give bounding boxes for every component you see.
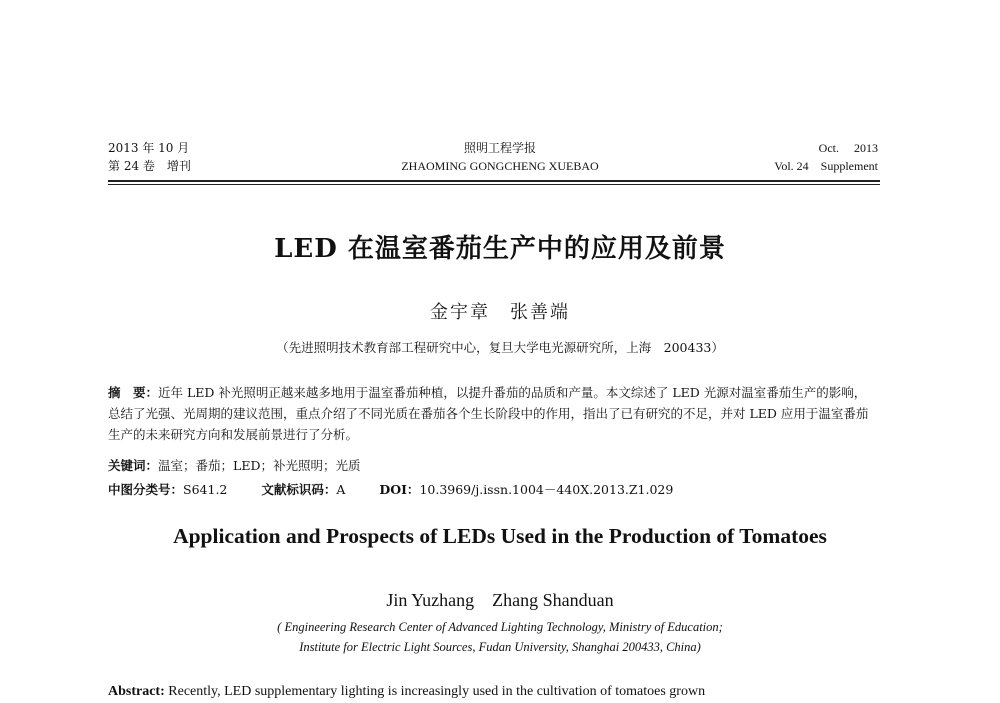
- doi-label: DOI：: [379, 482, 420, 497]
- classification-line: [108, 480, 673, 498]
- header-rule-thick: [108, 180, 880, 182]
- header-volume-en: Vol. 24 Supplement: [774, 159, 878, 173]
- header-volume-cn: 第 24 卷 增刊: [108, 159, 191, 173]
- affiliation-en-line1: ( Engineering Research Center of Advanced Lighting Technology, Ministry of Education;: [277, 620, 723, 634]
- abstract-en: [108, 684, 705, 700]
- abstract-cn-label: 摘 要：: [108, 385, 159, 400]
- authors-cn: 金宇章 张善端: [430, 302, 570, 323]
- header-date-en: Oct. 2013: [818, 141, 878, 155]
- doc-code-value: A: [336, 482, 346, 497]
- abstract-en-text: Recently, LED supplementary lighting is increasingly used in the cultivation of tomatoes grown: [168, 684, 706, 699]
- keywords-cn-label: 关键词：: [108, 458, 159, 473]
- doc-code-label: 文献标识码：: [261, 482, 337, 497]
- keywords-cn: [108, 456, 360, 474]
- header-journal-cn: 照明工程学报: [463, 141, 536, 155]
- header-rule-thin: [108, 184, 880, 185]
- keywords-cn-text: 温室；番茄；LED；补光照明；光质: [158, 458, 361, 473]
- header-date-cn: 2013 年 10 月: [108, 141, 190, 155]
- title-cn: LED 在温室番茄生产中的应用及前景: [274, 234, 726, 264]
- title-en: Application and Prospects of LEDs Used in the Production of Tomatoes: [173, 524, 827, 548]
- abstract-en-label: Abstract:: [108, 684, 165, 699]
- doi-value: 10.3969/j.issn.1004－440X.2013.Z1.029: [419, 482, 674, 497]
- abstract-cn-text: 近年 LED 补光照明正越来越多地用于温室番茄种植，以提升番茄的品质和产量。本文综述了 LED 光源对温室番茄生产的影响，总结了光强、光周期的建议范围，重点介绍了不同光质在番茄各个生长阶段中的作用，指出了已有研究的不足，并对 LED 应用于温室番茄生产的未来研究方向和发展前景进行了分析。: [108, 385, 869, 442]
- clc-value: S641.2: [183, 482, 228, 497]
- clc-label: 中图分类号：: [108, 482, 184, 497]
- header-journal-en: ZHAOMING GONGCHENG XUEBAO: [401, 159, 599, 173]
- authors-en: Jin Yuzhang Zhang Shanduan: [386, 590, 614, 610]
- affiliation-cn: （先进照明技术教育部工程研究中心，复旦大学电光源研究所，上海 200433）: [276, 340, 724, 355]
- affiliation-en-line2: Institute for Electric Light Sources, Fudan University, Shanghai 200433, China): [299, 640, 701, 654]
- abstract-cn: [108, 382, 872, 445]
